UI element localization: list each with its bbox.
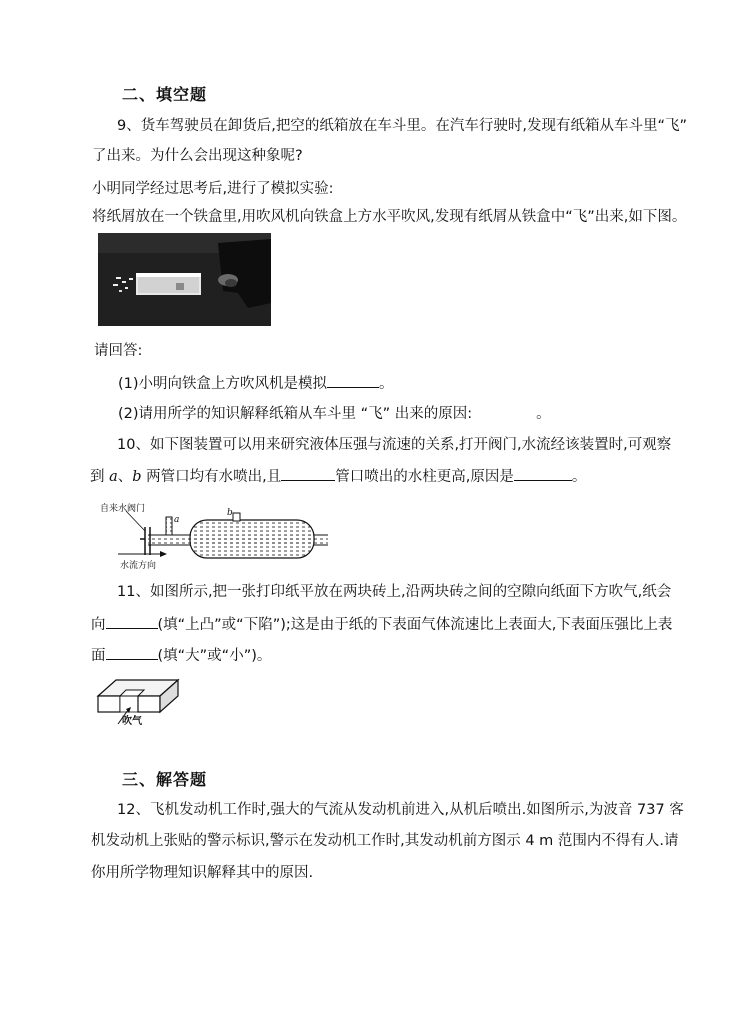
q9-experiment-photo [98, 233, 271, 326]
q9-photo-drawing [98, 233, 271, 326]
q11-line-2 [91, 614, 672, 635]
q9-line-2: 了出来。为什么会出现这种象呢? [92, 148, 303, 164]
q10-line-2 [90, 466, 586, 487]
q10-text-b: 两管口均有水喷出,且 [141, 469, 282, 485]
q11-blank-1[interactable] [106, 614, 158, 629]
q9-sub-1 [118, 373, 394, 394]
q11-line-3 [91, 645, 271, 666]
q10-sep: 、 [117, 469, 133, 485]
q12-line-3: 你用所学物理知识解释其中的原因. [91, 865, 314, 881]
q10-text-a: 到 [90, 469, 110, 485]
q10-text-c: 管口喷出的水柱更高,原因是 [335, 469, 514, 485]
q9-sub-1-end: 。 [379, 376, 394, 392]
q10-line-1: 10、如下图装置可以用来研究液体压强与流速的关系,打开阀门,水流经该装置时,可观察 [117, 437, 672, 453]
q11-line-1: 11、如图所示,把一张打印纸平放在两块砖上,沿两块砖之间的空隙向纸面下方吹气,纸会 [117, 584, 672, 600]
q10-text-end: 。 [571, 469, 587, 485]
q11-bricks-figure [96, 676, 186, 730]
section-title-answer: 三、解答题 [122, 770, 208, 789]
q10-blank-1[interactable] [281, 466, 335, 481]
q9-sub-1-blank[interactable] [327, 373, 379, 388]
q11-text-d: (填“大”或“小”)。 [157, 648, 272, 664]
q11-text-a: 向 [91, 617, 106, 633]
q10-label-a: a [174, 515, 180, 525]
q11-text-c: 面 [91, 648, 106, 664]
q10-var-b: b [132, 469, 142, 485]
q11-label-blow: 吹气 [122, 716, 142, 727]
q9-sub-2-text: (2)请用所学的知识解释纸箱从车斗里 “飞” 出来的原因: [118, 406, 473, 422]
q11-text-b: (填“上凸”或“下陷”);这是由于纸的下表面气体流速比上表面大,下表面压强比上表 [157, 617, 673, 633]
q12-line-1: 12、飞机发动机工作时,强大的气流从发动机前进入,从机后喷出.如图所示,为波音 737 客 [117, 802, 684, 818]
q9-sub-2-end: 。 [536, 406, 551, 422]
q10-label-b: b [227, 508, 233, 518]
q10-label-valve: 自来水阀门 [100, 504, 146, 514]
q10-apparatus-figure [98, 497, 328, 571]
q10-blank-2[interactable] [514, 466, 572, 481]
q10-var-a: a [109, 469, 118, 485]
section-title-fill-in: 二、填空题 [122, 85, 208, 104]
q11-blank-2[interactable] [106, 645, 158, 660]
q9-sub-1-text: (1)小明向铁盒上方吹风机是模拟 [118, 376, 328, 392]
q9-line-3: 小明同学经过思考后,进行了模拟实验: [92, 181, 334, 197]
q9-line-1: 9、货车驾驶员在卸货后,把空的纸箱放在车斗里。在汽车行驶时,发现有纸箱从车斗里“飞” [117, 118, 687, 134]
q12-line-2: 机发动机上张贴的警示标识,警示在发动机工作时,其发动机前方图示 4 m 范围内不得有人.请 [91, 833, 679, 849]
q10-label-flow: 水流方向 [120, 561, 157, 571]
q9-line-4: 将纸屑放在一个铁盒里,用吹风机向铁盒上方水平吹风,发现有纸屑从铁盒中“飞”出来,如下图。 [92, 209, 687, 225]
q9-answer-prompt: 请回答: [94, 343, 143, 359]
q9-sub-2 [118, 404, 551, 424]
